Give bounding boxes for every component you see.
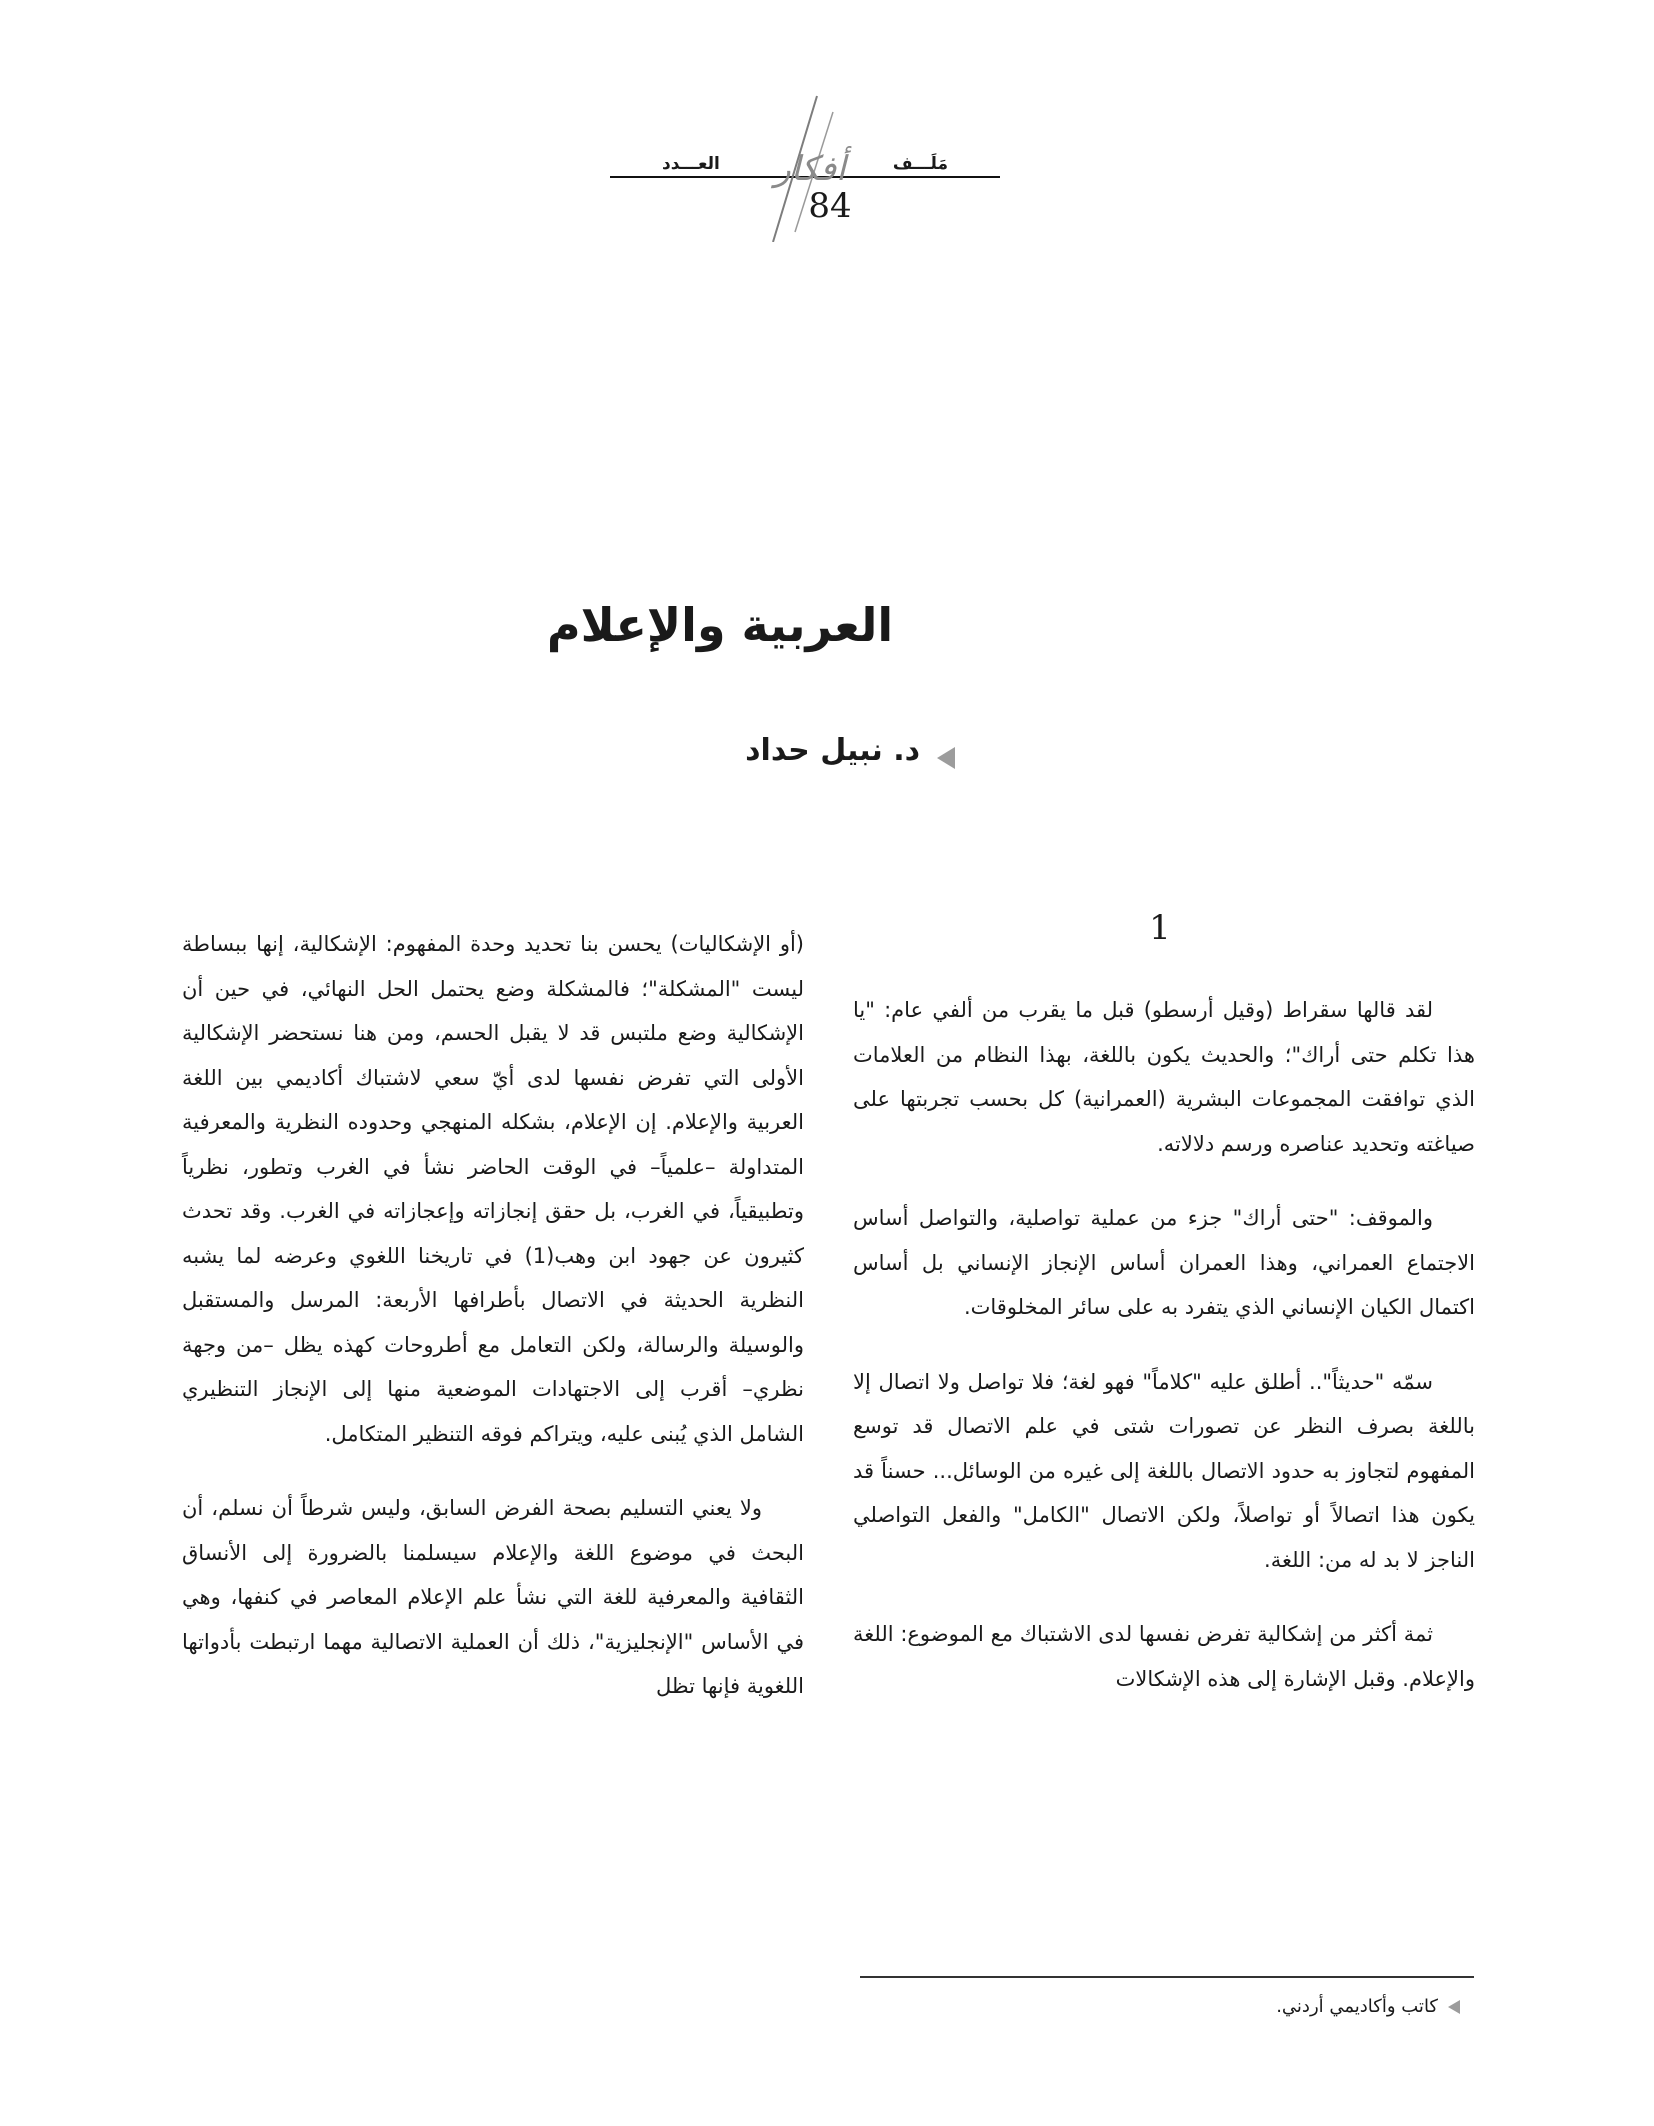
triangle-marker-icon bbox=[1448, 2000, 1460, 2014]
footnote-text: كاتب وأكاديمي أردني. bbox=[1276, 1996, 1438, 2017]
section-number: 1 bbox=[1149, 908, 1171, 948]
footnote bbox=[1100, 1996, 1460, 2017]
paragraph: (أو الإشكاليات) يحسن بنا تحديد وحدة المفهوم: الإشكالية، إنها ببساطة ليست "المشكلة"؛ فالمشكلة وضع يحتمل الحل النهائي، في حين أن الإشكالية وضع ملتبس قد لا يقبل الحسم، ومن هنا نستحضر الإشكالية الأولى التي تفرض نفسها لدى أيّ سعي لاشتباك أكاديمي بين اللغة العربية والإعلام. إن الإعلام، بشكله المنهجي وحدوده النظرية والمعرفية المتداولة –علمياً– في الوقت الحاضر نشأ في الغرب وتطور، نظرياً وتطبيقياً، في الغرب، بل حقق إنجازاته وإعجازاته في الغرب. وقد تحدث كثيرون عن جهود ابن وهب(1) في تاريخنا اللغوي وعرضه لما يشبه النظرية الحديثة في الاتصال بأطرافها الأربعة: المرسل والمستقبل والوسيلة والرسالة، ولكن التعامل مع أطروحات كهذه يظل –من وجهة نظري– أقرب إلى الاجتهادات الموضعية منها إلى الإنجاز التنظيري الشامل الذي يُبنى عليه، ويتراكم فوقه التنظير المتكامل. bbox=[182, 932, 804, 1446]
header-left-label: العـــدد bbox=[662, 154, 720, 174]
right-column bbox=[853, 988, 1475, 1731]
paragraph: لقد قالها سقراط (وقيل أرسطو) قبل ما يقرب من ألفي عام: "يا هذا تكلم حتى أراك"؛ والحديث يكون باللغة، بهذا النظام من العلامات الذي توافقت المجموعات البشرية (العمرانية) كل بحسب تجربتها على صياغته وتحديد عناصره ورسم دلالاته. bbox=[853, 998, 1475, 1156]
header-right-label: مَلَـــف bbox=[892, 154, 948, 174]
paragraph: سمّه "حديثاً".. أطلق عليه "كلاماً" فهو لغة؛ فلا تواصل ولا اتصال إلا باللغة بصرف النظر عن تصورات شتى في علم الاتصال قد توسع المفهوم لتجاوز به حدود الاتصال باللغة إلى غيره من الوسائل... حسناً قد يكون هذا اتصالاً أو تواصلاً، ولكن الاتصال "الكامل" والفعل التواصلي الناجز لا بد له من: اللغة. bbox=[853, 1369, 1475, 1572]
page-number: 84 bbox=[808, 186, 852, 226]
author-name: د. نبيل حداد bbox=[745, 733, 920, 768]
paragraph: ولا يعني التسليم بصحة الفرض السابق، وليس شرطاً أن نسلم، أن البحث في موضوع اللغة والإعلام سيسلمنا بالضرورة إلى الأنساق الثقافية والمعرفية للغة التي نشأ علم الإعلام المعاصر في كنفها، وهي في الأساس "الإنجليزية"، ذلك أن العملية الاتصالية مهما ارتبطت بأدواتها اللغوية فإنها تظل bbox=[182, 1496, 804, 1698]
article-title: العربية والإعلام bbox=[546, 598, 894, 652]
logo-text: أفكار bbox=[774, 149, 846, 189]
paragraph: والموقف: "حتى أراك" جزء من عملية تواصلية، والتواصل أساس الاجتماع العمراني، وهذا العمران أساس الإنجاز الإنساني بل أساس اكتمال الكيان الإنساني الذي يتفرد به على سائر المخلوقات. bbox=[853, 1206, 1475, 1319]
author-line bbox=[700, 733, 980, 783]
triangle-marker-icon bbox=[937, 747, 955, 769]
paragraph: ثمة أكثر من إشكالية تفرض نفسها لدى الاشتباك مع الموضوع: اللغة والإعلام. وقبل الإشارة إلى هذه الإشكالات bbox=[853, 1622, 1475, 1691]
footnote-rule bbox=[860, 1976, 1474, 1978]
left-column bbox=[182, 922, 804, 1739]
